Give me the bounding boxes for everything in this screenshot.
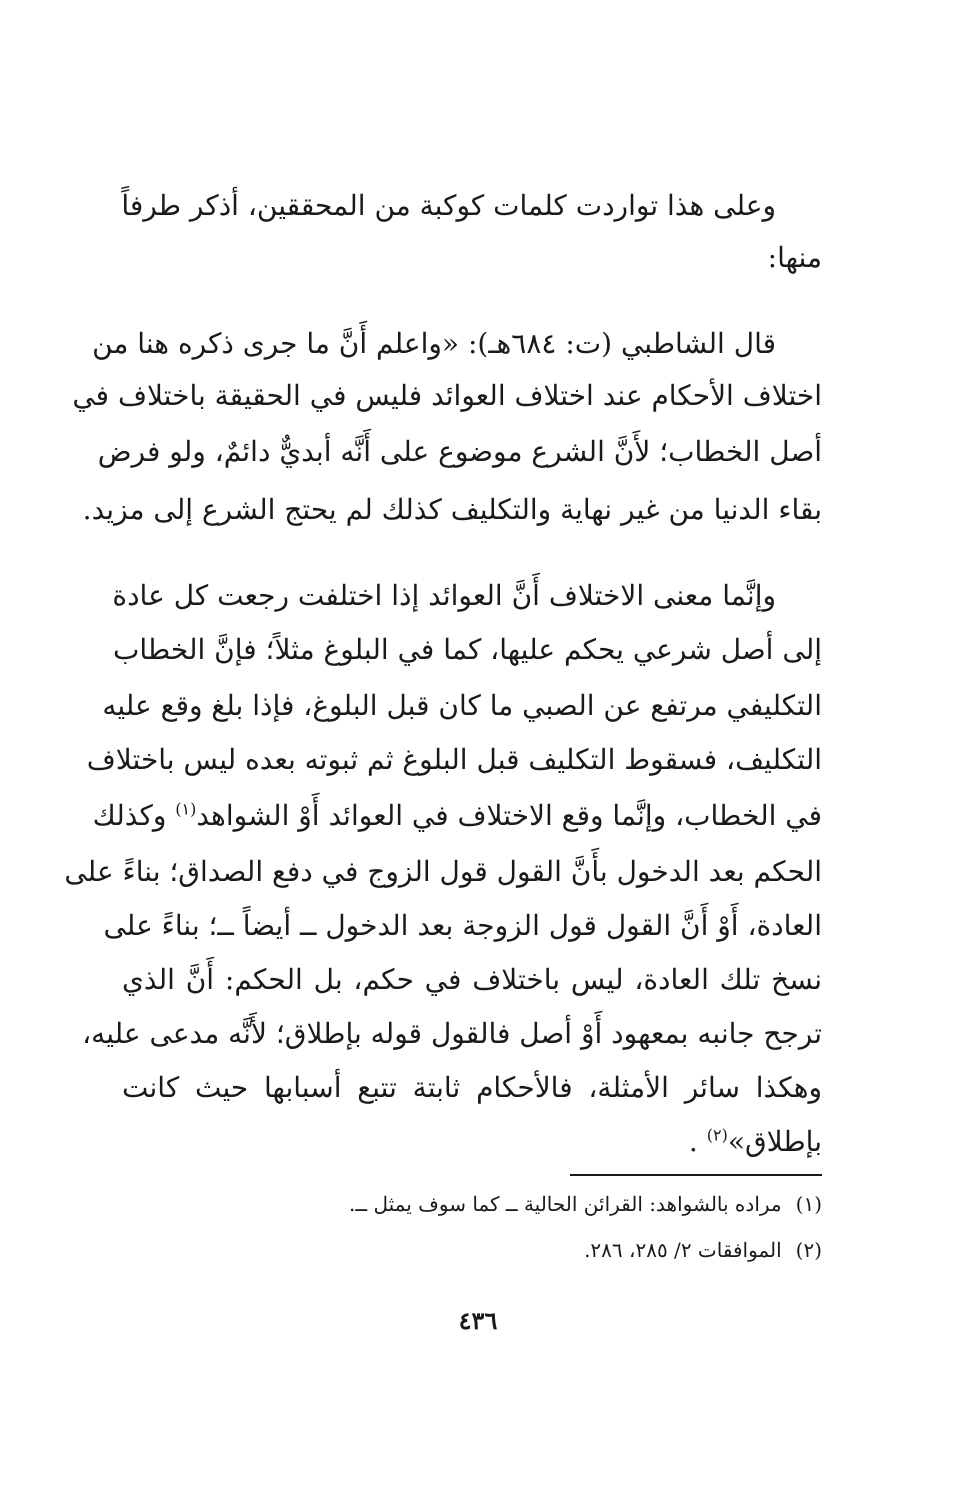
footnote-separator [570,1174,822,1176]
footnote-number: (٢) [795,1238,822,1262]
text-line: نسخ تلك العادة، ليس باختلاف في حكم، بل الحكم: أَنَّ الذي [122,963,822,996]
text-line: العادة، أَوْ أَنَّ القول قول الزوجة بعد الدخول ــ أيضاً ــ؛ بناءً على [103,909,822,942]
text-line: وهكذا سائر الأمثلة، فالأحكام ثابتة تتبع أسبابها حيث كانت [122,1071,822,1104]
text-line: بإطلاق»$^{(٢)}$ . [688,1125,822,1158]
footnote-text: مراده بالشواهد: القرائن الحالية ــ كما سوف يمثل ــ. [349,1192,782,1216]
text-line: الحكم بعد الدخول بأَنَّ القول قول الزوج في دفع الصداق؛ بناءً على [64,855,822,888]
text-line: اختلاف الأحكام عند اختلاف العوائد فليس في الحقيقة باختلاف في [72,379,822,412]
text-line: ترجح جانبه بمعهود أَوْ أصل فالقول قوله بإطلاق؛ لأَنَّه مدعى عليه، [82,1017,822,1050]
text-line: التكليف، فسقوط التكليف قبل البلوغ ثم ثبوته بعده ليس باختلاف [86,743,822,776]
text-line: التكليفي مرتفع عن الصبي ما كان قبل البلوغ، فإذا بلغ وقع عليه [102,689,822,722]
text-line: في الخطاب، وإنَّما وقع الاختلاف في العوائد أَوْ الشواهد$^{(١)}$ وكذلك [92,799,822,832]
footnote-marker: (٢) [706,1125,728,1145]
text-line: وإنَّما معنى الاختلاف أَنَّ العوائد إذا اختلفت رجعت كل عادة [112,579,776,612]
page-number: ٤٣٦ [458,1306,498,1335]
footnote [200,1184,822,1224]
footnote-number: (١) [795,1192,822,1216]
text-line: وعلى هذا تواردت كلمات كوكبة من المحققين، أذكر طرفاً [121,189,776,222]
footnote-marker: (١) [175,799,197,819]
footnote [200,1230,822,1270]
text-line: إلى أصل شرعي يحكم عليها، كما في البلوغ مثلاً؛ فإنَّ الخطاب [113,633,822,666]
footnote-text: الموافقات ٢/ ٢٨٥، ٢٨٦. [584,1238,782,1262]
text-line: أصل الخطاب؛ لأَنَّ الشرع موضوع على أَنَّه أبديٌّ دائمٌ، ولو فرض [97,435,822,468]
text-line: بقاء الدنيا من غير نهاية والتكليف كذلك لم يحتج الشرع إلى مزيد. [82,493,822,526]
text-line: قال الشاطبي (ت: ٦٨٤هـ): «واعلم أَنَّ ما جرى ذكره هنا من [92,327,776,360]
text-line: منها: [767,241,822,274]
